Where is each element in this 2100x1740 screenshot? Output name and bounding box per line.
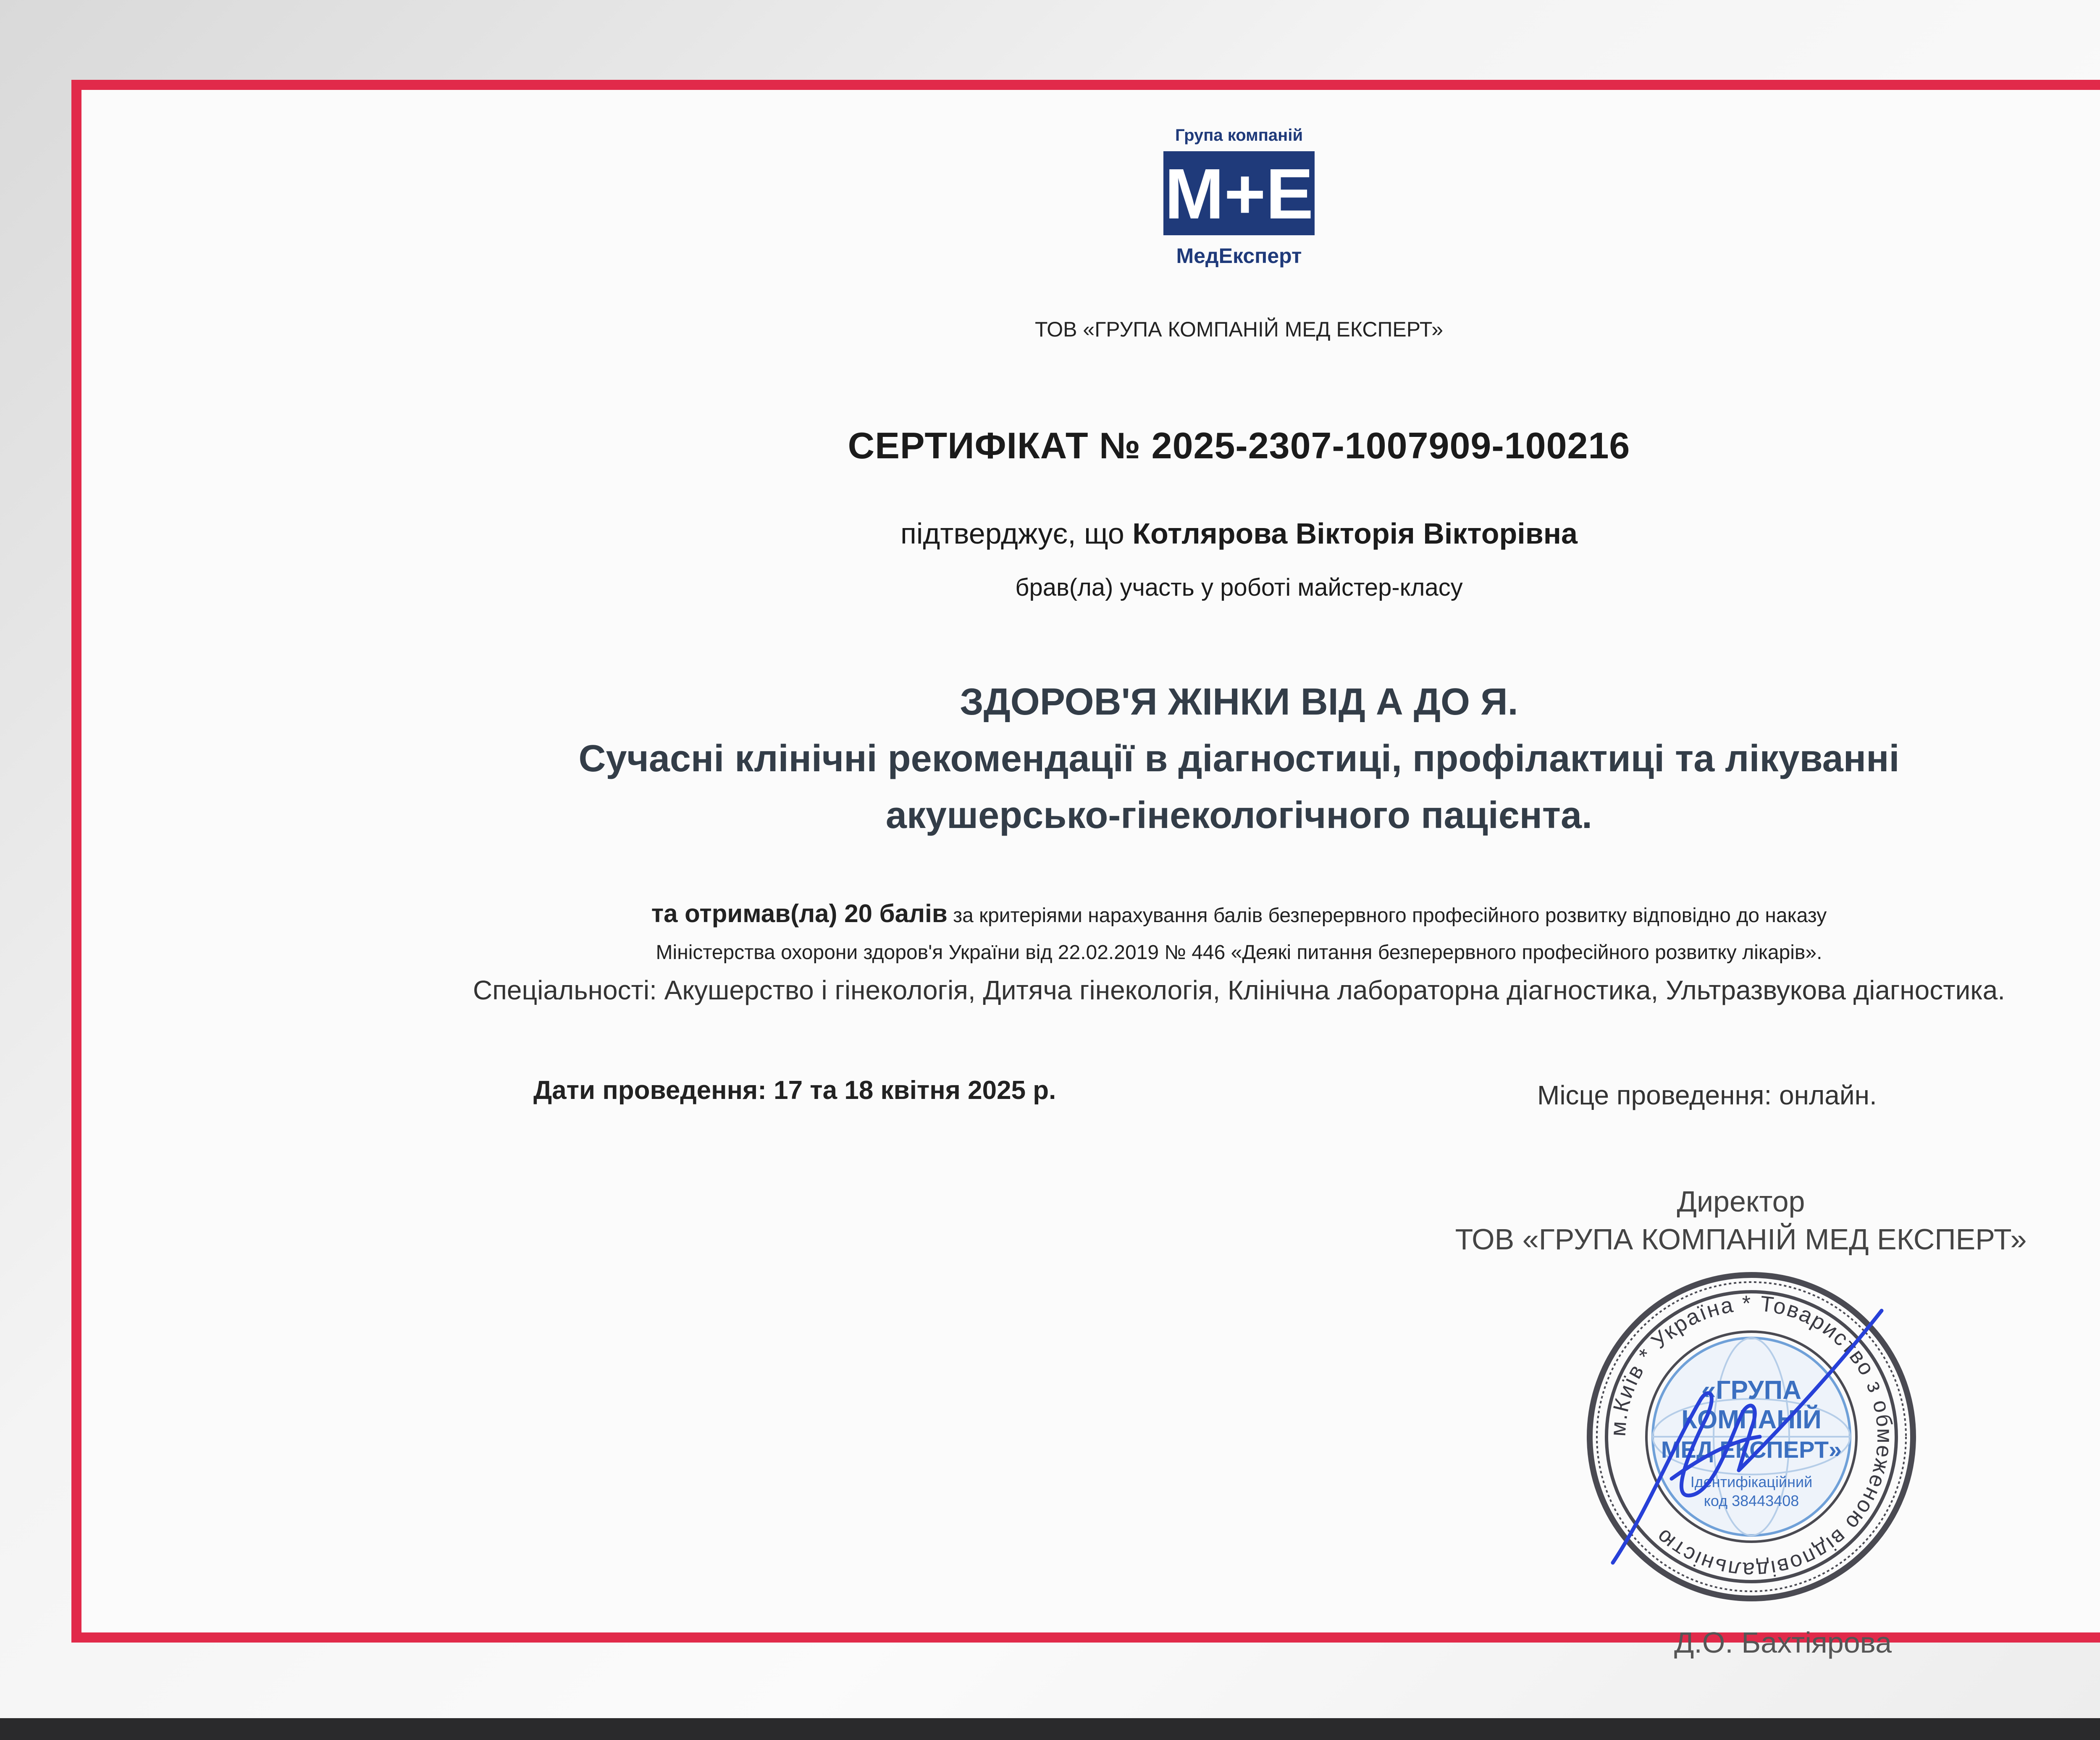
stamp-outer-text: м.Київ * Україна * Товариство з обмеженою відповідальністю	[1606, 1291, 1897, 1582]
logo-mark-icon	[1163, 151, 1315, 235]
company-logo	[1126, 126, 1352, 311]
course-title-line: ЗДОРОВ'Я ЖІНКИ ВІД А ДО Я.	[960, 681, 1518, 723]
event-place: Місце проведення: онлайн.	[1537, 1080, 1877, 1110]
points-awarded: та отримав(ла) 20 балів	[651, 899, 948, 928]
stamp-line: «ГРУПА	[1701, 1376, 1802, 1405]
director-title: Директор	[1677, 1185, 1805, 1218]
certificate	[71, 80, 2100, 1659]
certificate-title: СЕРТИФІКАТ № 2025-2307-1007909-100216	[848, 425, 1630, 466]
org-name: ТОВ «ГРУПА КОМПАНІЙ МЕД ЕКСПЕРТ»	[1034, 318, 1444, 341]
specialties: Спеціальності: Акушерство і гінекологія, Дитяча гінекологія, Клінічна лабораторна діагностика, Ультразвукова діагностика.	[472, 975, 2006, 1005]
confirms-line	[71, 517, 2100, 550]
logo-name: МедЕксперт	[1176, 244, 1302, 268]
participation-text: брав(ла) участь у роботі майстер-класу	[1015, 574, 1463, 601]
ministry-order: Міністерства охорони здоров'я України від 22.02.2019 № 446 «Деякі питання безперервного професійного розвитку лікарів».	[656, 941, 1822, 964]
points-line	[71, 899, 2100, 928]
course-title-line: Сучасні клінічні рекомендації в діагностиці, профілактиці та лікуванні	[578, 738, 1900, 780]
stamp-code-label: Ідентифікаційний	[1690, 1473, 1813, 1490]
stamp-line: КОМПАНІЙ	[1681, 1405, 1822, 1434]
signatory-name: Д.О. Бахтіярова	[1674, 1626, 1892, 1659]
confirms-prefix: підтверджує, що	[900, 517, 1124, 550]
stamp-code: код 38443408	[1704, 1492, 1799, 1509]
points-criteria: за критеріями нарахування балів безперервного професійного розвитку відповідно до наказу	[953, 904, 1827, 927]
recipient-name: Котлярова Вікторія Вікторівна	[1132, 517, 1578, 550]
event-dates: Дати проведення: 17 та 18 квітня 2025 р.	[533, 1076, 1056, 1105]
director-org: ТОВ «ГРУПА КОМПАНІЙ МЕД ЕКСПЕРТ»	[1455, 1223, 2027, 1256]
company-stamp	[1562, 1260, 1940, 1613]
course-title-line: акушерсько-гінекологічного пацієнта.	[885, 794, 1593, 836]
logo-mark-text: М+Е	[1164, 154, 1314, 234]
logo-group-label: Група компаній	[1175, 126, 1303, 145]
stamp-line: МЕД ЕКСПЕРТ»	[1661, 1436, 1842, 1463]
